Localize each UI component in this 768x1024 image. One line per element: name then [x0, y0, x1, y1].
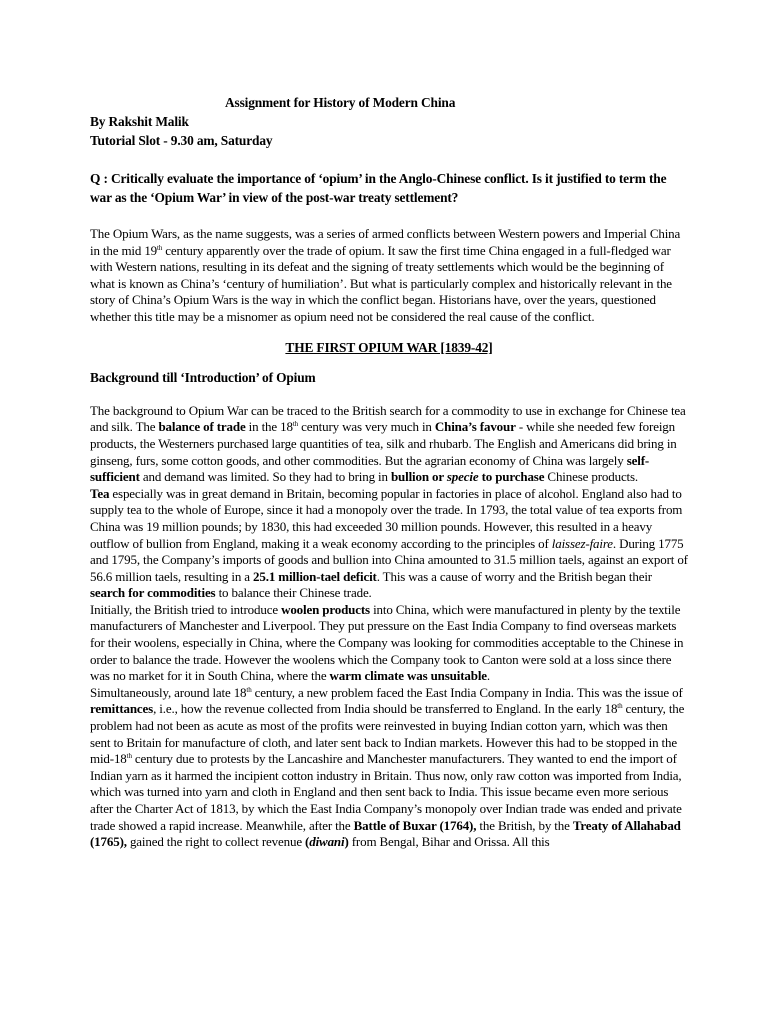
- intro-text-2: century apparently over the trade of opium. It saw the first time China engaged in a full-fledged war with Western nations, resulting in its defeat and the signing of treaty settlements which would be the beginning of what is known as China’s ‘century of humiliation’. But what is particularly complex and historically relevant in the story of China’s Opium Wars is the way in which the conflict began. Historians have, over the years, questioned whether this title may be a misnomer as opium need not be considered the real cause of the conflict.: [90, 242, 672, 324]
- text-run: especially was in great demand in Britain, becoming popular in factories in place of alcohol. England also had to supply tea to the whole of Europe, since it had a monopoly over the trade. In 1793, the total value of tea exports from China was 19 million pounds; by 1830, this had exceeded 30 million pounds. However, this resulted in a heavy outflow of bullion from England, making it a weak economy according to the principles of: [90, 485, 683, 551]
- bold-run: self-sufficient: [90, 452, 650, 485]
- superscript: th: [246, 685, 252, 694]
- italic-run: laissez-faire: [551, 535, 613, 551]
- text-run: . This was a cause of worry and the British began their: [376, 568, 652, 584]
- bold-run: (: [305, 834, 310, 850]
- superscript: th: [126, 752, 132, 761]
- tutorial-slot-line: Tutorial Slot - 9.30 am, Saturday: [90, 133, 273, 148]
- text-run: the British, by the: [476, 817, 573, 833]
- bold-run: China’s favour: [434, 419, 516, 435]
- intro-paragraph: [90, 226, 688, 326]
- bold-run: search for commodities: [90, 585, 216, 601]
- text-run: . During 1775 and 1795, the Company’s imports of goods and bullion into China amounted to 31.5 million taels, against an export of 56.6 million taels, resulting in a: [90, 535, 688, 584]
- bold-run: ): [344, 834, 349, 850]
- text-run: Initially, the British tried to introduce: [90, 601, 282, 617]
- text-run: into China, which were manufactured in plenty by the textile manufacturers of Manchester and Liverpool. They put pressure on the East India Company to find overseas markets for their woolens, especially in China, where the Company was looking for commodities acceptable to the Chinese in order to balance the trade. However the woolens which the Company took to Canton were sold at a loss since there was no market for it in South China, where the: [90, 601, 684, 684]
- document-body: [90, 93, 688, 851]
- bold-run: woolen products: [281, 601, 370, 617]
- text-run: century was very much in: [297, 419, 435, 435]
- superscript: th: [292, 420, 298, 429]
- bold-run: balance of trade: [158, 419, 246, 435]
- bold-run: 25.1 million-tael deficit: [253, 568, 377, 584]
- bold-run: to purchase: [478, 469, 545, 485]
- text-run: Chinese products.: [544, 469, 639, 485]
- superscript: th: [157, 243, 163, 252]
- paragraph-woolens: [90, 602, 688, 685]
- text-run: .: [486, 668, 491, 684]
- text-run: century due to protests by the Lancashire and Manchester manufacturers. They wanted to end the import of Indian yarn as it harmed the incipient cotton industry in Britain. Thus now, only raw cotton was imported from India, which was turned into yarn and cloth in England and then sent back to India. This issue became even more serious after the Charter Act of 1813, by which the East India Company’s monopoly over Indian trade was ended and private trade showed a rapid increase. Meanwhile, after the: [90, 751, 682, 833]
- text-run: century, the problem had not been as acute as most of the profits were reinvested in buying Indian cotton yarn, which was then sent to Britain for manufacture of cloth, and later sent back to Indian markets. However this had to be stopped in the mid-18: [90, 701, 685, 767]
- bold-run: Treaty of Allahabad (1765),: [90, 817, 681, 850]
- bold-run: remittances: [90, 701, 154, 717]
- bold-run: Battle of Buxar (1764),: [353, 817, 477, 833]
- paragraph-balance-of-trade: [90, 403, 688, 486]
- text-run: gained the right to collect revenue: [126, 834, 306, 850]
- text-run: - while she needed few foreign products, the Westerners purchased large quantities of tea, silk and rhubarb. The English and Americans did bring in ginseng, furs, some cotton goods, and other commodities. But the agrarian economy of China was largely: [90, 419, 677, 468]
- bold-italic-run: diwani: [309, 834, 345, 850]
- text-run: The background to Opium War can be traced to the British search for a commodity to use in exchange for Chinese tea and silk. The: [90, 402, 686, 435]
- text-run: , i.e., how the revenue collected from India should be transferred to England. In the early 18: [153, 701, 618, 717]
- text-run: Simultaneously, around late 18: [90, 684, 247, 700]
- text-run: in the 18: [245, 419, 293, 435]
- superscript: th: [617, 702, 623, 711]
- text-run: to balance their Chinese trade.: [215, 585, 372, 601]
- bold-run: Tea: [90, 485, 110, 501]
- text-run: and demand was limited. So they had to bring in: [139, 469, 391, 485]
- paragraph-remittances: [90, 685, 688, 851]
- text-run: century, a new problem faced the East India Company in India. This was the issue of: [251, 684, 683, 700]
- bold-run: bullion or: [390, 469, 447, 485]
- author-line: By Rakshit Malik: [90, 114, 189, 129]
- text-run: from Bengal, Bihar and Orissa. All this: [348, 834, 550, 850]
- subheading: Background till ‘Introduction’ of Opium: [90, 370, 316, 386]
- assignment-title: Assignment for History of Modern China: [225, 95, 456, 110]
- question-text: Q : Critically evaluate the importance of ‘opium’ in the Anglo-Chinese conflict. Is it justified to term the war as the ‘Opium War’ in view of the post-war treaty settlement?: [90, 171, 667, 205]
- paragraph-tea: [90, 486, 688, 602]
- bold-italic-run: specie: [446, 469, 479, 485]
- intro-text-1: The Opium Wars, as the name suggests, was a series of armed conflicts between Western powers and Imperial China in the mid 19: [90, 226, 681, 258]
- bold-run: warm climate was unsuitable: [329, 668, 487, 684]
- section-title: THE FIRST OPIUM WAR [1839-42]: [285, 339, 493, 355]
